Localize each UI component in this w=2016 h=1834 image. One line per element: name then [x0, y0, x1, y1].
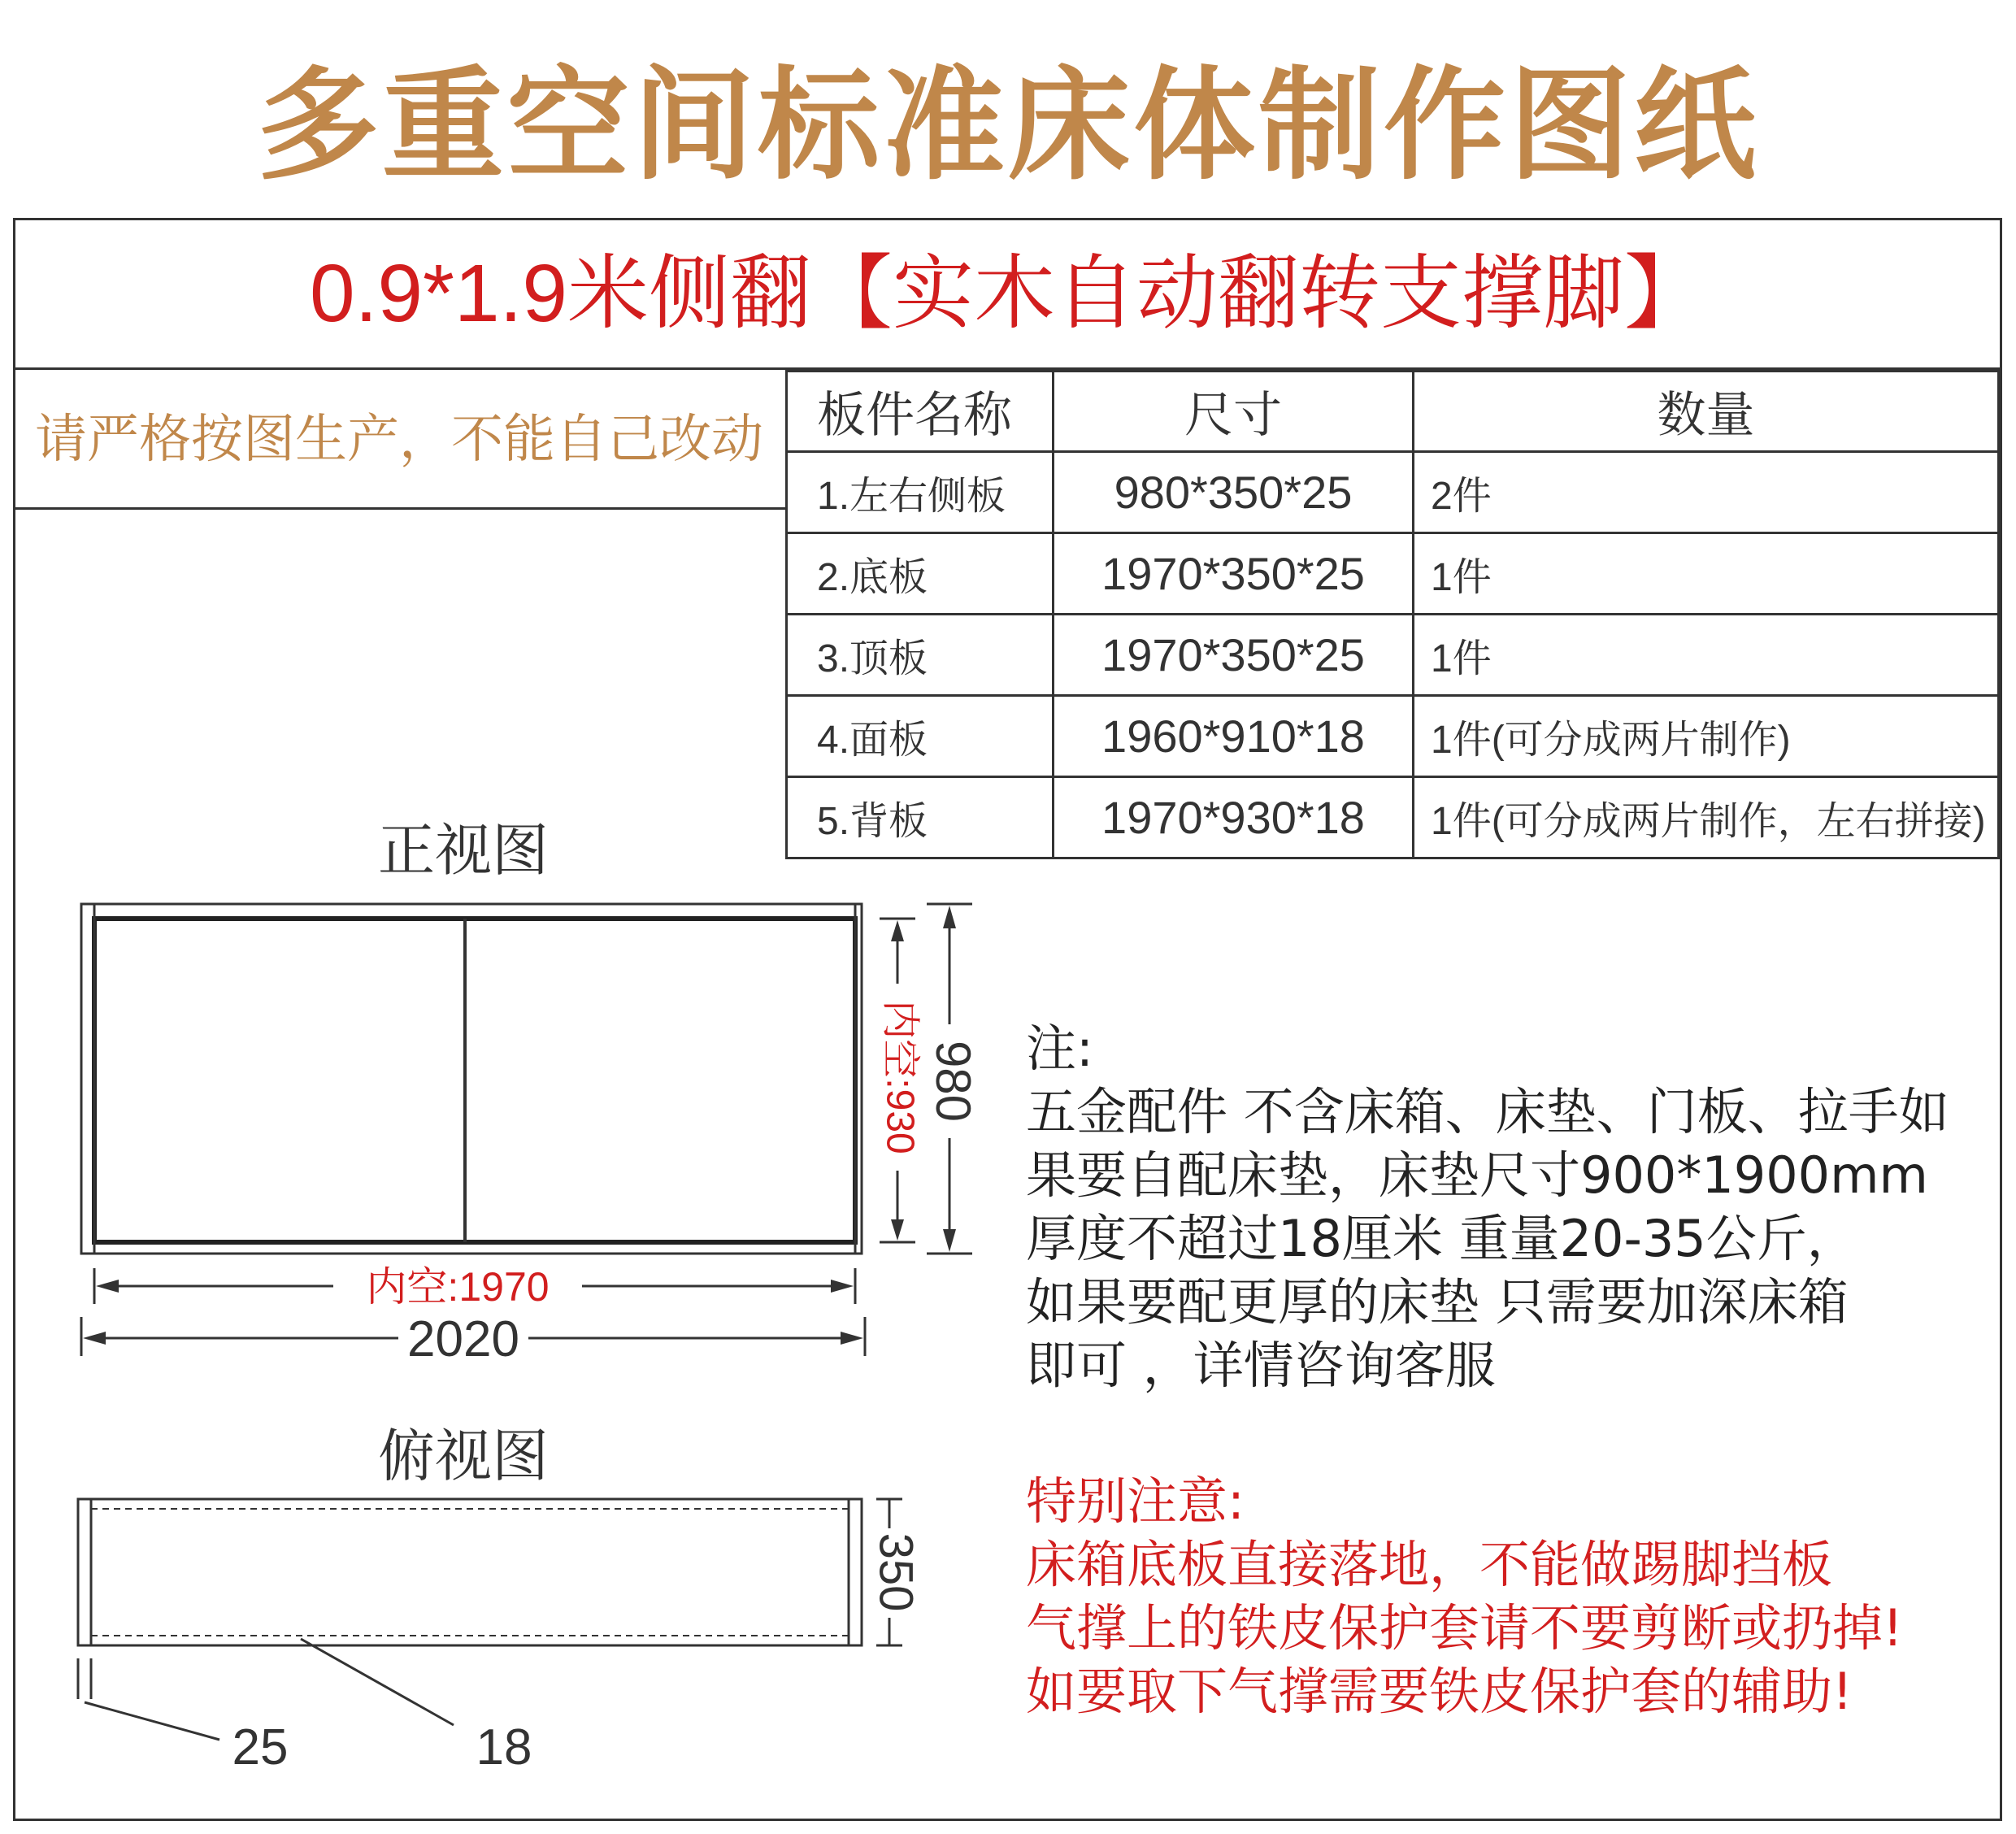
part-size: 1970*930*18	[1054, 777, 1414, 858]
panel-thickness-label: 18	[476, 1719, 532, 1775]
part-name: 1.左右侧板	[787, 452, 1054, 533]
part-size: 1960*910*18	[1054, 696, 1414, 777]
note-line: 即可 ，详情咨询客服	[1026, 1336, 1496, 1395]
part-name: 3.顶板	[787, 615, 1054, 696]
part-size: 980*350*25	[1054, 452, 1414, 533]
front-view-panel	[94, 919, 855, 1242]
inner-height-label: 内空:930	[878, 1000, 922, 1154]
part-quantity: 1件	[1414, 533, 1999, 615]
special-notes-title: 特别注意:	[1026, 1471, 1245, 1531]
part-quantity: 1件(可分成两片制作，左右拼接)	[1414, 777, 1999, 858]
note-line: 五金配件 不含床箱、床垫、门板、拉手如	[1026, 1082, 1949, 1141]
outer-height-label: 980	[926, 1040, 981, 1123]
production-warning: 请严格按图生产，不能自己改动	[13, 370, 785, 510]
part-quantity: 2件	[1414, 452, 1999, 533]
bed-spec-subtitle: 0.9*1.9米侧翻【实木自动翻转支撑脚】	[13, 218, 2002, 370]
part-name: 5.背板	[787, 777, 1054, 858]
part-size: 1970*350*25	[1054, 615, 1414, 696]
inner-width-label: 内空:1970	[366, 1264, 550, 1310]
part-quantity: 1件	[1414, 615, 1999, 696]
front-view-outer-frame	[81, 904, 862, 1254]
notes-block	[1026, 1008, 1949, 1397]
part-name: 2.底板	[787, 533, 1054, 615]
note-line: 厚度不超过18厘米 重量20-35公斤，	[1026, 1209, 1857, 1268]
side-thickness-label: 25	[232, 1719, 289, 1775]
outer-width-label: 2020	[407, 1311, 519, 1367]
notes-title: 注:	[1026, 1019, 1093, 1078]
depth-label: 350	[869, 1532, 923, 1612]
special-note-line: 气撑上的铁皮保护套请不要剪断或扔掉!	[1026, 1598, 1903, 1658]
part-size: 1970*350*25	[1054, 533, 1414, 615]
header-quantity: 数量	[1414, 372, 1999, 452]
front-view-label: 正视图	[378, 817, 549, 884]
header-part-name: 板件名称	[787, 372, 1054, 452]
special-note-line: 床箱底板直接落地，不能做踢脚挡板	[1026, 1535, 1833, 1594]
special-note-line: 如要取下气撑需要铁皮保护套的辅助!	[1026, 1662, 1853, 1721]
top-view-label: 俯视图	[378, 1423, 549, 1489]
note-line: 如果要配更厚的床垫 只需要加深床箱	[1026, 1272, 1849, 1332]
page-title: 多重空间标准床体制作图纸	[256, 55, 1759, 197]
part-name: 4.面板	[787, 696, 1054, 777]
note-line: 果要自配床垫，床垫尺寸900*1900mm	[1026, 1145, 1928, 1205]
top-view-outer-frame	[78, 1499, 862, 1645]
special-notes-block	[1026, 1470, 1903, 1723]
header-size: 尺寸	[1054, 372, 1414, 452]
part-quantity: 1件(可分成两片制作)	[1414, 696, 1999, 777]
